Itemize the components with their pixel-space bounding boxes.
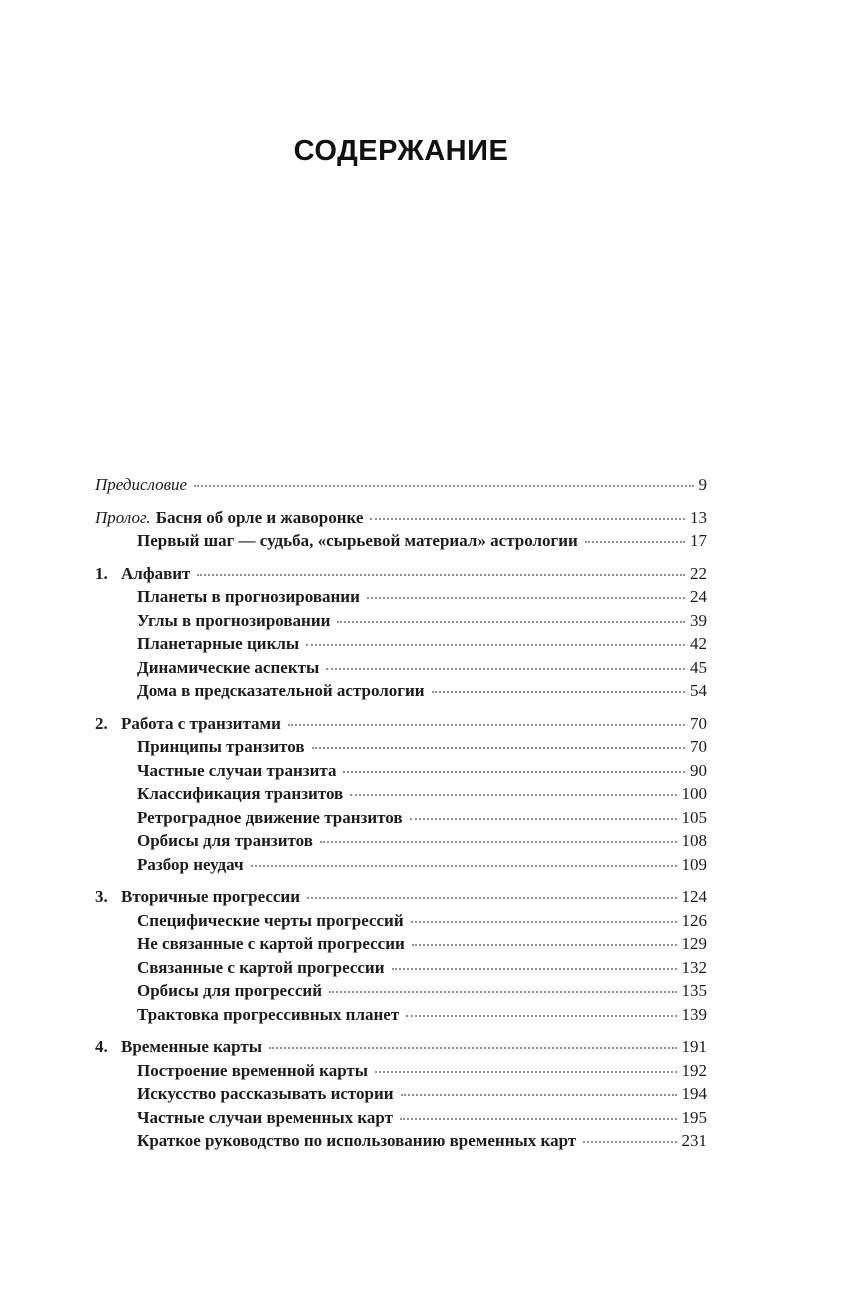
- toc-dotted-leader: [432, 691, 685, 693]
- toc-entry: [95, 585, 707, 609]
- toc-entry-label: [137, 656, 319, 680]
- toc-entry-text: Краткое руководство по использованию временных карт: [137, 1131, 577, 1150]
- toc-entry-label: [137, 679, 425, 703]
- toc-entry-text: Динамические аспекты: [137, 657, 320, 677]
- toc-entry-label: [121, 712, 281, 736]
- toc-entry-text: Орбисы для транзитов: [137, 831, 313, 850]
- toc-entry-label: [137, 1106, 393, 1130]
- toc-entry: [95, 909, 707, 933]
- toc-entry-text: Планетарные циклы: [137, 634, 300, 653]
- toc-entry: [95, 1003, 707, 1027]
- toc-dotted-leader: [306, 644, 685, 646]
- toc-entry: [95, 1035, 707, 1059]
- toc-dotted-leader: [583, 1141, 676, 1143]
- toc-dotted-leader: [406, 1015, 676, 1017]
- toc-dotted-leader: [375, 1071, 676, 1073]
- toc-entry-text: Трактовка прогрессивных планет: [137, 1004, 400, 1024]
- toc-entry-page-number: 126: [681, 910, 707, 930]
- toc-entry-text: Первый шаг — судьба, «сырьевой материал» астрологии: [137, 531, 578, 550]
- toc-entry-page-number: 24: [690, 587, 707, 606]
- toc-dotted-leader: [412, 944, 677, 946]
- toc-dotted-leader: [307, 897, 676, 899]
- toc-entry-page-number: 13: [690, 507, 707, 527]
- toc-entry: [95, 853, 707, 877]
- toc-dotted-leader: [392, 968, 677, 970]
- toc-entry-label: [95, 473, 187, 497]
- toc-entry-label: [137, 585, 360, 609]
- toc-entry: [95, 932, 707, 956]
- toc-entry: [95, 1129, 707, 1153]
- toc-entry-label: [121, 1035, 262, 1059]
- toc-entry-page-number: 129: [681, 934, 707, 953]
- toc-entry-text: Дома в предсказательной астрологии: [137, 681, 425, 700]
- toc-entry: [95, 885, 707, 909]
- toc-entry-page-number: 17: [690, 531, 707, 550]
- toc-entry-page-number: 192: [681, 1060, 707, 1080]
- toc-entry-label: [137, 1082, 394, 1106]
- toc-entry-page-number: 100: [681, 784, 707, 803]
- toc-entry-page-number: 139: [681, 1004, 707, 1024]
- toc-entry-page-number: 135: [681, 981, 707, 1000]
- toc-entry: [95, 806, 707, 830]
- toc-dotted-leader: [326, 668, 685, 670]
- toc-dotted-leader: [410, 818, 677, 820]
- toc-entry: [95, 656, 707, 680]
- toc-entry-text: Алфавит: [121, 563, 191, 583]
- toc-entry-text: Принципы транзитов: [137, 737, 305, 756]
- toc-dotted-leader: [312, 747, 686, 749]
- toc-entry-text: Разбор неудач: [137, 854, 244, 874]
- toc-entry-page-number: 105: [681, 807, 707, 827]
- toc-entry: [95, 609, 707, 633]
- toc-entry-page-number: 9: [698, 475, 707, 494]
- toc-entry-label: [137, 759, 336, 783]
- toc-dotted-leader: [251, 865, 677, 867]
- toc-entry-label: [121, 562, 190, 586]
- toc-entry-number: 4.: [95, 1037, 108, 1056]
- toc-entry-label: [137, 529, 578, 553]
- toc-entry-label: [121, 885, 300, 909]
- toc-dotted-leader: [367, 597, 685, 599]
- toc-entry: [95, 679, 707, 703]
- toc-entry-page-number: 39: [690, 610, 707, 630]
- toc-entry-text: Орбисы для прогрессий: [137, 981, 322, 1000]
- toc-entry: [95, 979, 707, 1003]
- toc-entry-page-number: 194: [681, 1084, 707, 1103]
- toc-entry-number: 2.: [95, 713, 108, 733]
- toc-dotted-leader: [329, 991, 677, 993]
- toc-entry-text: Басня об орле и жаворонке: [155, 507, 364, 527]
- toc-dotted-leader: [288, 724, 685, 726]
- toc-dotted-leader: [197, 574, 685, 576]
- toc-entry-text: Временные карты: [121, 1037, 263, 1056]
- toc-entry: [95, 712, 707, 736]
- toc-dotted-leader: [370, 518, 685, 520]
- toc-entry-label: [137, 1059, 368, 1083]
- toc-entry-label: [95, 506, 363, 530]
- toc-dotted-leader: [350, 794, 676, 796]
- toc-entry-page-number: 124: [681, 887, 707, 906]
- toc-entry-label: [137, 909, 404, 933]
- toc-entry-label: [137, 1129, 576, 1153]
- toc-entry-text: Связанные с картой прогрессии: [137, 957, 385, 977]
- toc-entry-page-number: 195: [681, 1107, 707, 1127]
- toc-entry-number: 3.: [95, 887, 108, 906]
- toc-entry-label: [137, 735, 305, 759]
- toc-entry-label: [137, 829, 313, 853]
- page-title: СОДЕРЖАНИЕ: [293, 135, 509, 167]
- toc-entry: [95, 759, 707, 783]
- toc-dotted-leader: [401, 1094, 677, 1096]
- toc-entry: [95, 1059, 707, 1083]
- book-page: [95, 0, 707, 1153]
- toc-entry-text: Предисловие: [95, 475, 188, 494]
- toc-entry: [95, 1082, 707, 1106]
- toc-entry-number: 1.: [95, 563, 108, 583]
- toc-entry-page-number: 70: [690, 737, 707, 756]
- toc-entry-label: [137, 609, 330, 633]
- toc-entry-prefix: Пролог.: [95, 507, 151, 527]
- toc-entry-label: [137, 782, 343, 806]
- toc-entry-page-number: 54: [690, 681, 707, 700]
- toc-dotted-leader: [337, 621, 685, 623]
- toc-entry-label: [137, 853, 244, 877]
- toc-entry-text: Искусство рассказывать истории: [137, 1084, 394, 1103]
- toc-entry: [95, 473, 707, 497]
- toc-entry-text: Углы в прогнозировании: [137, 610, 331, 630]
- toc-entry-label: [137, 979, 322, 1003]
- toc-entry-label: [137, 932, 405, 956]
- toc-list: [95, 473, 707, 1153]
- toc-entry: [95, 562, 707, 586]
- toc-dotted-leader: [411, 921, 677, 923]
- toc-entry: [95, 506, 707, 530]
- toc-entry: [95, 735, 707, 759]
- toc-entry: [95, 632, 707, 656]
- toc-entry: [95, 956, 707, 980]
- toc-dotted-leader: [320, 841, 677, 843]
- toc-entry-page-number: 109: [681, 854, 707, 874]
- toc-entry-text: Ретроградное движение транзитов: [137, 807, 403, 827]
- toc-entry: [95, 829, 707, 853]
- toc-entry-text: Специфические черты прогрессий: [137, 910, 404, 930]
- toc-dotted-leader: [585, 541, 685, 543]
- toc-entry-text: Вторичные прогрессии: [121, 887, 301, 906]
- toc-dotted-leader: [343, 771, 685, 773]
- toc-entry-page-number: 108: [681, 831, 707, 850]
- toc-entry-page-number: 42: [690, 634, 707, 653]
- toc-entry-text: Классификация транзитов: [137, 784, 344, 803]
- toc-entry-page-number: 90: [690, 760, 707, 780]
- toc-entry-page-number: 191: [681, 1037, 707, 1056]
- toc-entry-text: Построение временной карты: [137, 1060, 369, 1080]
- toc-dotted-leader: [194, 485, 693, 487]
- toc-entry-page-number: 70: [690, 713, 707, 733]
- toc-entry-label: [137, 1003, 399, 1027]
- toc-entry-text: Планеты в прогнозировании: [137, 587, 360, 606]
- toc-entry: [95, 782, 707, 806]
- toc-entry-page-number: 45: [690, 657, 707, 677]
- toc-entry-text: Работа с транзитами: [121, 713, 281, 733]
- toc-entry-label: [137, 632, 299, 656]
- toc-entry-page-number: 132: [681, 957, 707, 977]
- toc-entry: [95, 1106, 707, 1130]
- toc-entry-page-number: 22: [690, 563, 707, 583]
- toc-entry-text: Частные случаи транзита: [137, 760, 337, 780]
- toc-entry: [95, 529, 707, 553]
- toc-entry-label: [137, 956, 385, 980]
- toc-entry-page-number: 231: [681, 1131, 707, 1150]
- toc-entry-text: Частные случаи временных карт: [137, 1107, 393, 1127]
- toc-entry-label: [137, 806, 403, 830]
- toc-dotted-leader: [269, 1047, 676, 1049]
- toc-entry-text: Не связанные с картой прогрессии: [137, 934, 405, 953]
- toc-dotted-leader: [400, 1118, 677, 1120]
